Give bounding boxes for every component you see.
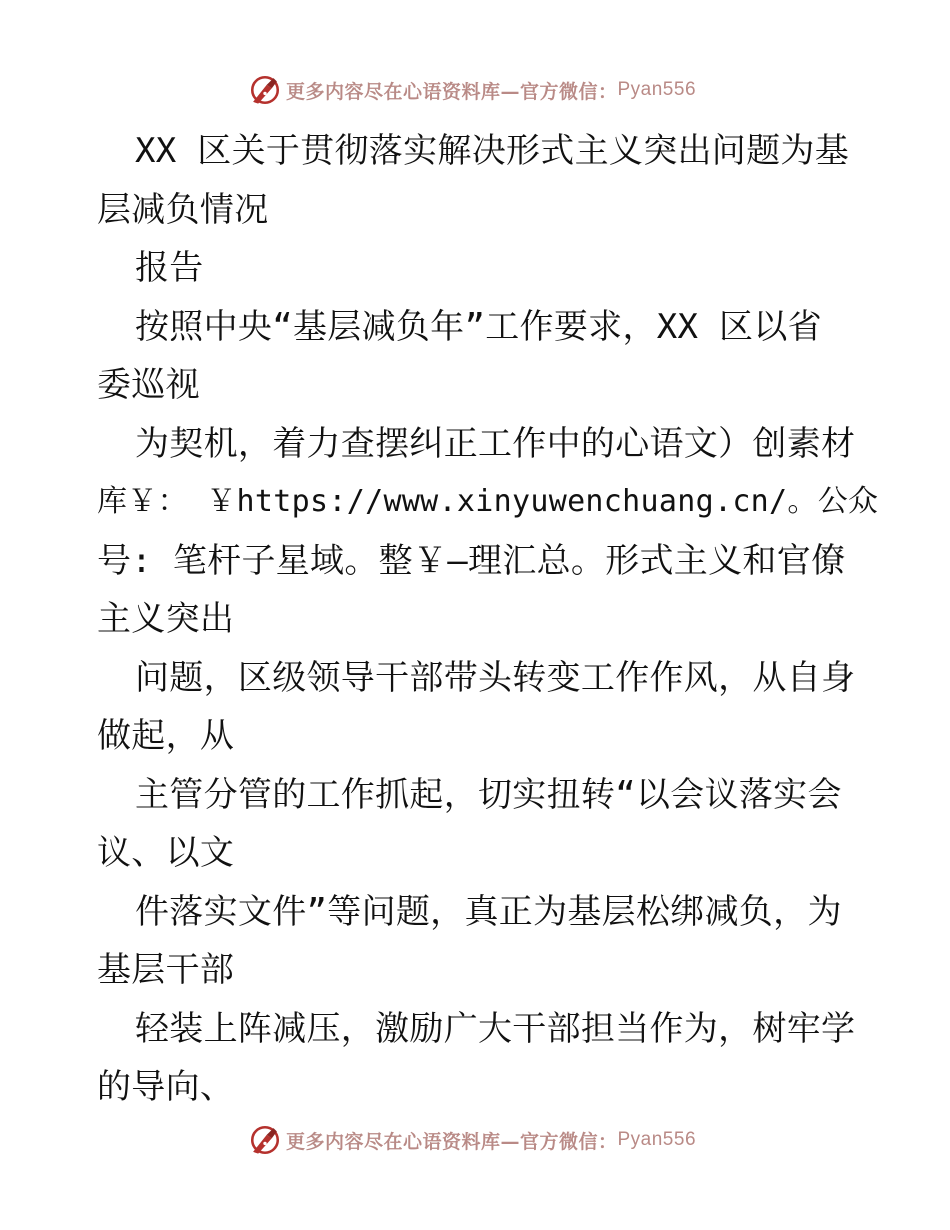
- text-line: 基层干部: [97, 950, 235, 990]
- text-line: 为契机，着力查摆纠正工作中的心语文）创素材: [135, 423, 856, 464]
- text-line: 主义突出: [97, 599, 235, 639]
- text-line: 轻装上阵减压，激励广大干部担当作为，树牢学: [135, 1008, 856, 1049]
- text-line: 议、以文: [97, 833, 235, 873]
- pen-nib-circle-icon: [248, 73, 282, 107]
- text-line: 主管分管的工作抓起，切实扭转“以会议落实会: [135, 774, 842, 815]
- header-banner: [0, 70, 950, 110]
- document-body: [97, 122, 879, 1117]
- banner-text: 更多内容尽在心语资料库—官方微信：: [285, 80, 618, 103]
- text-line: 的导向、: [97, 1067, 235, 1107]
- banner-wechat-id: Pyan556: [617, 79, 697, 100]
- text-line: 问题，区级领导干部带头转变工作作风，从自身: [135, 657, 856, 698]
- text-line: 号: 笔杆子星域。整￥—理汇总。形式主义和官僚: [97, 540, 846, 581]
- text-line: 报告: [135, 248, 204, 288]
- banner-wechat-id: Pyan556: [617, 1129, 697, 1150]
- footer-banner: [0, 1120, 950, 1160]
- text-line: 件落实文件”等问题，真正为基层松绑减负，为: [135, 891, 842, 932]
- text-line: 委巡视: [97, 365, 200, 405]
- text-line: 做起，从: [97, 716, 235, 756]
- text-line: 层减负情况: [97, 189, 269, 230]
- banner-text: 更多内容尽在心语资料库—官方微信：: [285, 1130, 618, 1153]
- pen-nib-circle-icon: [248, 1123, 282, 1157]
- text-line: XX 区关于贯彻落实解决形式主义突出问题为基: [135, 131, 850, 171]
- text-line: 库￥： ￥https://www.xinyuwenchuang.cn/。公众: [97, 484, 879, 519]
- text-line: 按照中央“基层减负年”工作要求，XX 区以省: [135, 306, 822, 347]
